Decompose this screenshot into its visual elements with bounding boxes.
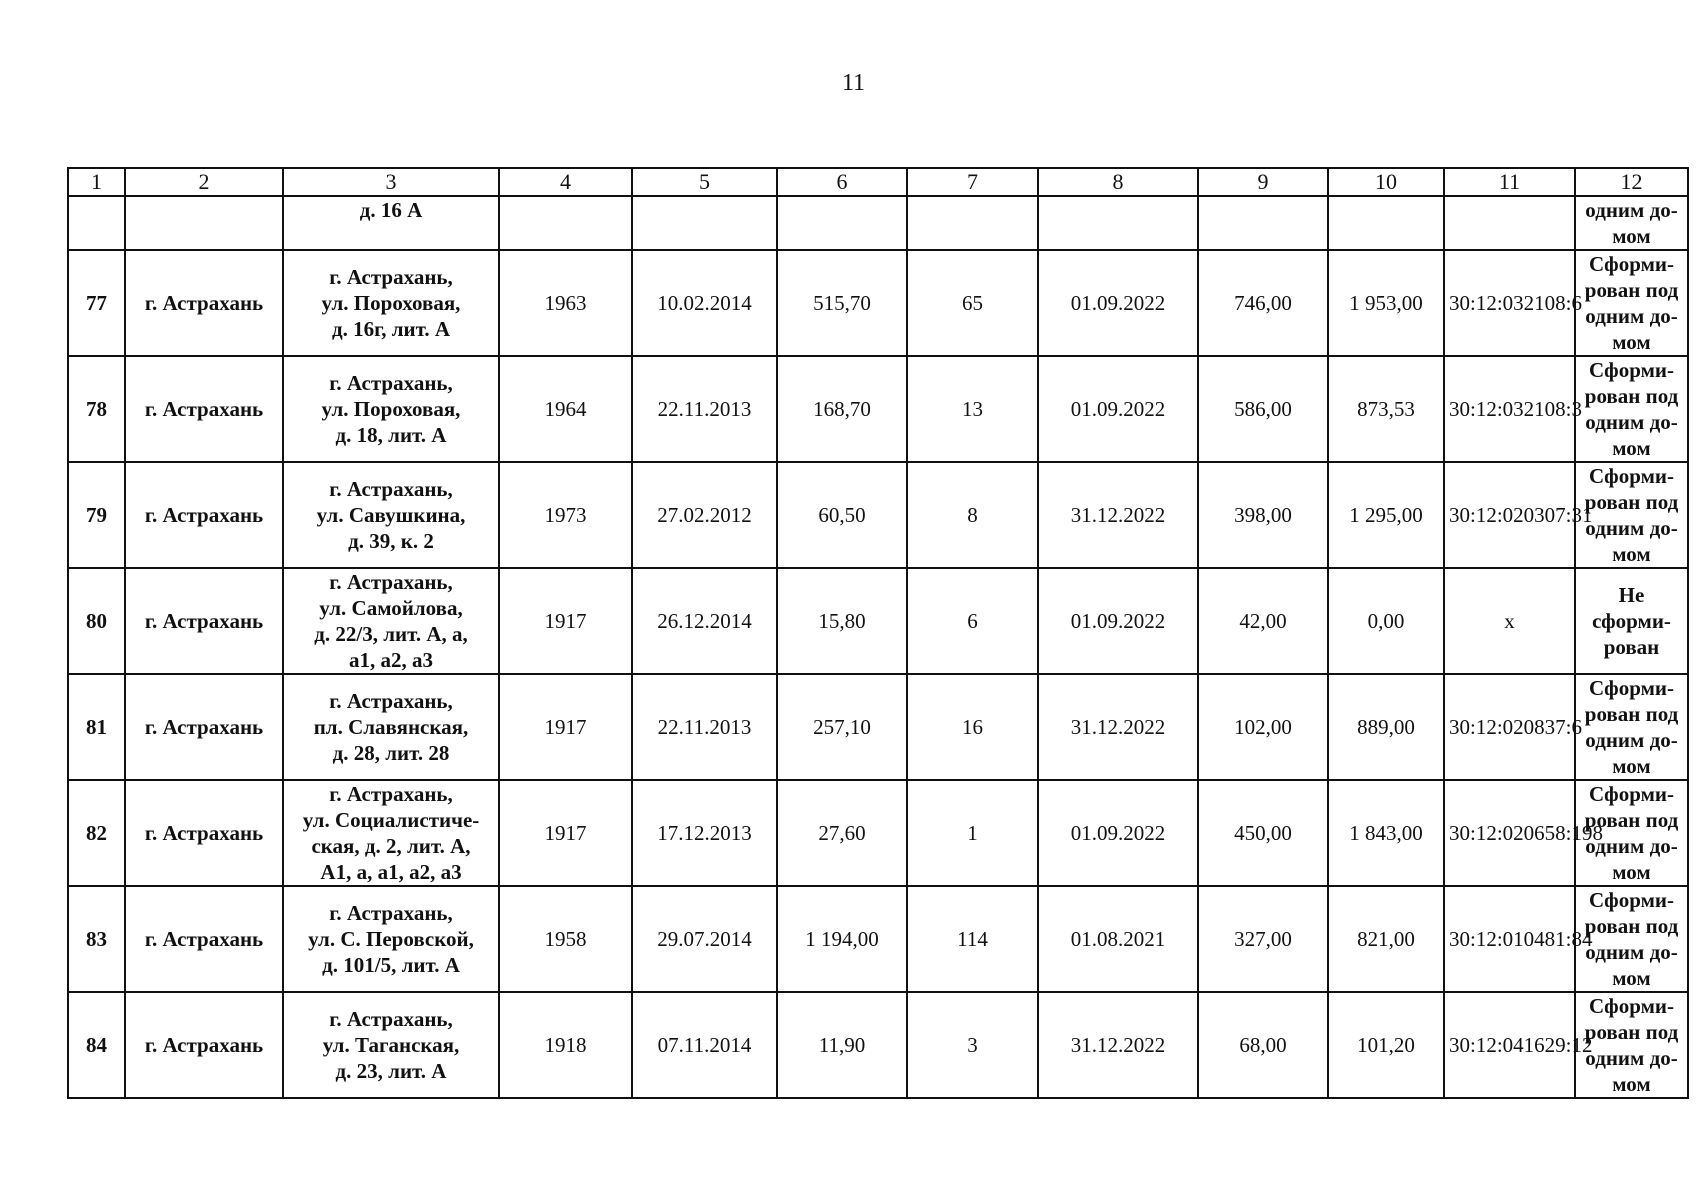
date-cell: 17.12.2013	[632, 780, 777, 886]
value1-cell: 746,00	[1198, 250, 1328, 356]
value2-cell: 821,00	[1328, 886, 1444, 992]
row-number: 80	[68, 568, 125, 674]
column-header-4: 4	[499, 168, 632, 196]
address-cell: г. Астрахань, ул. Таганская, д. 23, лит. А	[283, 992, 499, 1098]
value1-cell: 102,00	[1198, 674, 1328, 780]
date-cell: 22.11.2013	[632, 674, 777, 780]
column-header-6: 6	[777, 168, 907, 196]
area-cell: 168,70	[777, 356, 907, 462]
column-header-5: 5	[632, 168, 777, 196]
date-cell: 27.02.2012	[632, 462, 777, 568]
count-cell: 65	[907, 250, 1038, 356]
city-cell: г. Астрахань	[125, 674, 283, 780]
cadastre-cell: 30:12:020307:31	[1444, 462, 1575, 568]
table-row	[68, 674, 1688, 780]
date2-cell: 01.08.2021	[1038, 886, 1198, 992]
address-cell: г. Астрахань, ул. С. Перовской, д. 101/5, лит. А	[283, 886, 499, 992]
date2-cell: 01.09.2022	[1038, 568, 1198, 674]
area-cell: 257,10	[777, 674, 907, 780]
count-cell: 13	[907, 356, 1038, 462]
cell-empty	[907, 196, 1038, 250]
cell-empty	[1198, 196, 1328, 250]
count-cell: 6	[907, 568, 1038, 674]
date2-cell: 31.12.2022	[1038, 992, 1198, 1098]
continuation-note: одним до- мом	[1575, 196, 1688, 250]
cell-empty	[125, 196, 283, 250]
cadastre-cell: 30:12:020837:6	[1444, 674, 1575, 780]
table-body	[68, 196, 1688, 1098]
note-cell: Сформи- рован под одним до- мом	[1575, 250, 1688, 356]
value2-cell: 1 295,00	[1328, 462, 1444, 568]
area-cell: 15,80	[777, 568, 907, 674]
cadastre-cell: x	[1444, 568, 1575, 674]
table-row	[68, 780, 1688, 886]
count-cell: 8	[907, 462, 1038, 568]
city-cell: г. Астрахань	[125, 250, 283, 356]
page-number: 11	[841, 70, 866, 96]
address-cell: г. Астрахань, ул. Социалистиче- ская, д. 2, лит. А, А1, а, а1, а2, а3	[283, 780, 499, 886]
area-cell: 11,90	[777, 992, 907, 1098]
address-cell: г. Астрахань, пл. Славянская, д. 28, лит. 28	[283, 674, 499, 780]
note-cell: Сформи- рован под одним до- мом	[1575, 886, 1688, 992]
area-cell: 1 194,00	[777, 886, 907, 992]
value1-cell: 68,00	[1198, 992, 1328, 1098]
column-header-9: 9	[1198, 168, 1328, 196]
area-cell: 515,70	[777, 250, 907, 356]
column-header-12: 12	[1575, 168, 1688, 196]
table-row	[68, 568, 1688, 674]
column-header-10: 10	[1328, 168, 1444, 196]
year-cell: 1958	[499, 886, 632, 992]
cell-empty	[1444, 196, 1575, 250]
count-cell: 1	[907, 780, 1038, 886]
row-number: 78	[68, 356, 125, 462]
address-cell: г. Астрахань, ул. Самойлова, д. 22/3, лит. А, а, а1, а2, а3	[283, 568, 499, 674]
row-number: 79	[68, 462, 125, 568]
row-number: 81	[68, 674, 125, 780]
year-cell: 1917	[499, 780, 632, 886]
continuation-row	[68, 196, 1688, 250]
city-cell: г. Астрахань	[125, 462, 283, 568]
year-cell: 1918	[499, 992, 632, 1098]
count-cell: 114	[907, 886, 1038, 992]
row-number: 84	[68, 992, 125, 1098]
value1-cell: 450,00	[1198, 780, 1328, 886]
area-cell: 60,50	[777, 462, 907, 568]
address-cell: г. Астрахань, ул. Савушкина, д. 39, к. 2	[283, 462, 499, 568]
address-cell: г. Астрахань, ул. Пороховая, д. 18, лит. А	[283, 356, 499, 462]
year-cell: 1917	[499, 568, 632, 674]
value1-cell: 398,00	[1198, 462, 1328, 568]
table-row	[68, 356, 1688, 462]
date-cell: 22.11.2013	[632, 356, 777, 462]
housing-registry-table	[67, 167, 1689, 1099]
row-number: 83	[68, 886, 125, 992]
value2-cell: 873,53	[1328, 356, 1444, 462]
year-cell: 1917	[499, 674, 632, 780]
cell-empty	[68, 196, 125, 250]
date2-cell: 01.09.2022	[1038, 250, 1198, 356]
year-cell: 1973	[499, 462, 632, 568]
cadastre-cell: 30:12:032108:3	[1444, 356, 1575, 462]
note-cell: Сформи- рован под одним до- мом	[1575, 462, 1688, 568]
table-row	[68, 462, 1688, 568]
value2-cell: 1 953,00	[1328, 250, 1444, 356]
year-cell: 1963	[499, 250, 632, 356]
cell-empty	[1038, 196, 1198, 250]
date2-cell: 01.09.2022	[1038, 356, 1198, 462]
count-cell: 16	[907, 674, 1038, 780]
address-cell: г. Астрахань, ул. Пороховая, д. 16г, лит. А	[283, 250, 499, 356]
value1-cell: 42,00	[1198, 568, 1328, 674]
date-cell: 29.07.2014	[632, 886, 777, 992]
table-row	[68, 250, 1688, 356]
cell-empty	[1328, 196, 1444, 250]
note-cell: Не сформи- рован	[1575, 568, 1688, 674]
column-header-8: 8	[1038, 168, 1198, 196]
cadastre-cell: 30:12:032108:6	[1444, 250, 1575, 356]
table-row	[68, 992, 1688, 1098]
note-cell: Сформи- рован под одним до- мом	[1575, 356, 1688, 462]
date2-cell: 31.12.2022	[1038, 674, 1198, 780]
column-header-11: 11	[1444, 168, 1575, 196]
row-number: 77	[68, 250, 125, 356]
value2-cell: 889,00	[1328, 674, 1444, 780]
value1-cell: 586,00	[1198, 356, 1328, 462]
note-cell: Сформи- рован под одним до- мом	[1575, 992, 1688, 1098]
area-cell: 27,60	[777, 780, 907, 886]
value2-cell: 0,00	[1328, 568, 1444, 674]
column-header-2: 2	[125, 168, 283, 196]
table-row	[68, 886, 1688, 992]
date-cell: 10.02.2014	[632, 250, 777, 356]
city-cell: г. Астрахань	[125, 780, 283, 886]
note-cell: Сформи- рован под одним до- мом	[1575, 674, 1688, 780]
date2-cell: 01.09.2022	[1038, 780, 1198, 886]
value1-cell: 327,00	[1198, 886, 1328, 992]
value2-cell: 1 843,00	[1328, 780, 1444, 886]
date-cell: 07.11.2014	[632, 992, 777, 1098]
city-cell: г. Астрахань	[125, 356, 283, 462]
cadastre-cell: 30:12:041629:12	[1444, 992, 1575, 1098]
cadastre-cell: 30:12:020658:198	[1444, 780, 1575, 886]
cell-empty	[499, 196, 632, 250]
count-cell: 3	[907, 992, 1038, 1098]
year-cell: 1964	[499, 356, 632, 462]
cell-empty	[777, 196, 907, 250]
row-number: 82	[68, 780, 125, 886]
column-header-3: 3	[283, 168, 499, 196]
column-header-1: 1	[68, 168, 125, 196]
city-cell: г. Астрахань	[125, 992, 283, 1098]
cell-empty	[632, 196, 777, 250]
date-cell: 26.12.2014	[632, 568, 777, 674]
continuation-address: д. 16 А	[283, 196, 499, 250]
note-cell: Сформи- рован под одним до- мом	[1575, 780, 1688, 886]
city-cell: г. Астрахань	[125, 568, 283, 674]
value2-cell: 101,20	[1328, 992, 1444, 1098]
date2-cell: 31.12.2022	[1038, 462, 1198, 568]
city-cell: г. Астрахань	[125, 886, 283, 992]
cadastre-cell: 30:12:010481:84	[1444, 886, 1575, 992]
column-number-header-row	[68, 168, 1688, 196]
column-header-7: 7	[907, 168, 1038, 196]
